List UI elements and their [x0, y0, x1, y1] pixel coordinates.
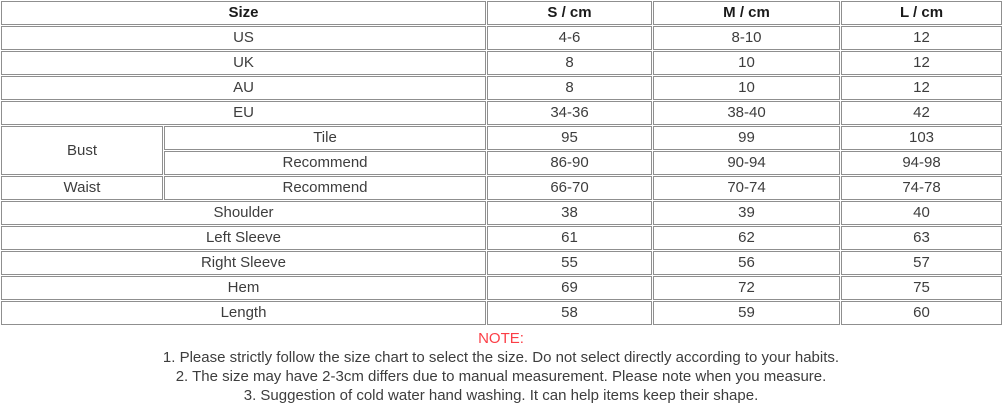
row-label: Right Sleeve: [1, 251, 486, 275]
table-row-waist-recommend: [1, 176, 1002, 200]
cell-l: 103: [841, 126, 1002, 150]
row-group-label-waist: Waist: [1, 176, 163, 200]
row-label: Left Sleeve: [1, 226, 486, 250]
table-row-uk: [1, 51, 1002, 75]
cell-s: 58: [487, 301, 652, 325]
table-row-us: [1, 26, 1002, 50]
cell-l: 42: [841, 101, 1002, 125]
cell-l: 40: [841, 201, 1002, 225]
cell-m: 59: [653, 301, 840, 325]
cell-m: 99: [653, 126, 840, 150]
cell-s: 8: [487, 76, 652, 100]
table-row-au: [1, 76, 1002, 100]
cell-l: 75: [841, 276, 1002, 300]
row-group-label-bust: Bust: [1, 126, 163, 175]
cell-s: 66-70: [487, 176, 652, 200]
cell-s: 86-90: [487, 151, 652, 175]
row-sublabel: Recommend: [164, 151, 486, 175]
cell-s: 55: [487, 251, 652, 275]
table-row-length: [1, 301, 1002, 325]
table-row-eu: [1, 101, 1002, 125]
note-section: [0, 329, 1002, 405]
row-label: EU: [1, 101, 486, 125]
row-label: UK: [1, 51, 486, 75]
table-row-shoulder: [1, 201, 1002, 225]
cell-l: 57: [841, 251, 1002, 275]
row-label: AU: [1, 76, 486, 100]
cell-m: 8-10: [653, 26, 840, 50]
cell-m: 90-94: [653, 151, 840, 175]
row-sublabel: Tile: [164, 126, 486, 150]
table-row-left-sleeve: [1, 226, 1002, 250]
note-line-3: 3. Suggestion of cold water hand washing. It can help items keep their shape.: [243, 387, 759, 404]
note-line-2: 2. The size may have 2-3cm differs due to manual measurement. Please note when you measure.: [175, 368, 827, 385]
cell-m: 56: [653, 251, 840, 275]
cell-s: 69: [487, 276, 652, 300]
cell-s: 61: [487, 226, 652, 250]
cell-s: 38: [487, 201, 652, 225]
cell-l: 94-98: [841, 151, 1002, 175]
row-label: US: [1, 26, 486, 50]
row-sublabel: Recommend: [164, 176, 486, 200]
cell-m: 70-74: [653, 176, 840, 200]
header-col-s: S / cm: [487, 1, 652, 25]
cell-l: 12: [841, 76, 1002, 100]
cell-s: 95: [487, 126, 652, 150]
cell-l: 60: [841, 301, 1002, 325]
cell-l: 12: [841, 26, 1002, 50]
row-label: Shoulder: [1, 201, 486, 225]
note-line-1: 1. Please strictly follow the size chart to select the size. Do not select directly according to your habits.: [162, 349, 840, 366]
table-row-hem: [1, 276, 1002, 300]
cell-m: 38-40: [653, 101, 840, 125]
table-row-bust-tile: [1, 126, 1002, 150]
cell-l: 12: [841, 51, 1002, 75]
row-label: Hem: [1, 276, 486, 300]
header-col-m: M / cm: [653, 1, 840, 25]
cell-s: 8: [487, 51, 652, 75]
header-row: [1, 1, 1002, 25]
header-col-l: L / cm: [841, 1, 1002, 25]
row-label: Length: [1, 301, 486, 325]
note-title: NOTE:: [478, 330, 524, 347]
cell-l: 74-78: [841, 176, 1002, 200]
cell-s: 34-36: [487, 101, 652, 125]
table-row-right-sleeve: [1, 251, 1002, 275]
cell-m: 39: [653, 201, 840, 225]
cell-m: 62: [653, 226, 840, 250]
cell-s: 4-6: [487, 26, 652, 50]
cell-m: 10: [653, 76, 840, 100]
cell-m: 10: [653, 51, 840, 75]
cell-m: 72: [653, 276, 840, 300]
cell-l: 63: [841, 226, 1002, 250]
header-size: Size: [1, 1, 486, 25]
